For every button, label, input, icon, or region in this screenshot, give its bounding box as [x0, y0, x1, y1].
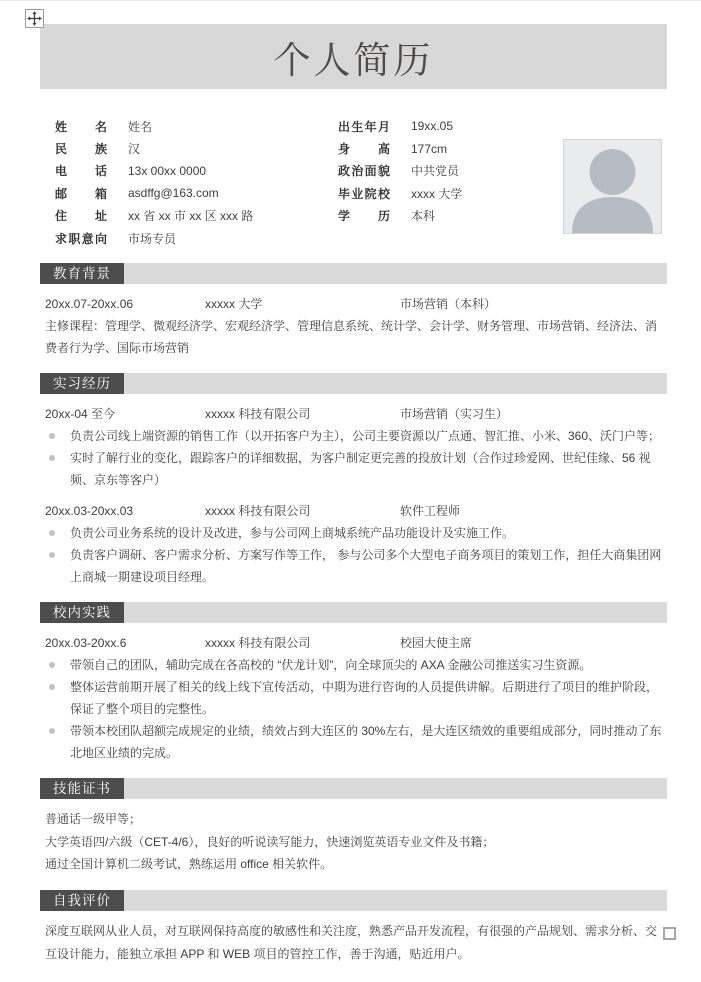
info-column-right [338, 115, 528, 249]
info-label: 身高 [338, 142, 390, 157]
info-label: 出生年月 [338, 119, 390, 134]
education-org: xxxxx 大学 [205, 297, 263, 312]
bullet-item: 负责公司线上端资源的销售工作（以开拓客户为主），公司主要资源以广点通、智汇推、小米、360、沃门户等； [40, 425, 667, 447]
internship-period: 20xx-04 至今 [45, 407, 116, 422]
info-row-address [55, 205, 338, 227]
bullet-item: 实时了解行业的变化，跟踪客户的详细数据，为客户制定更完善的投放计划（合作过珍爱网、世纪佳缘、56 视频、京东等客户） [40, 447, 667, 491]
info-row-degree [338, 205, 528, 227]
photo-placeholder [563, 139, 662, 234]
internship-bullets-2 [40, 522, 667, 588]
section-bar-internship [40, 373, 667, 394]
info-row-political-status [338, 160, 528, 182]
info-row-phone [55, 160, 338, 182]
title-banner [40, 24, 667, 89]
internship-period: 20xx.03-20xx.03 [45, 504, 134, 519]
info-label: 姓名 [55, 119, 107, 134]
page-title: 个人简历 [273, 39, 434, 81]
table-move-handle[interactable] [25, 9, 44, 28]
info-value: 中共党员 [411, 164, 460, 179]
education-courses: 主修课程：管理学、微观经济学、宏观经济学、管理信息系统、统计学、会计学、财务管理、市场营销、经济法、消费者行为学、国际市场营销 [45, 319, 658, 356]
bullet-item: 带领自己的团队，辅助完成在各高校的 “伏龙计划”，向全球顶尖的 AXA 金融公司推送实习生资源。 [40, 654, 667, 676]
section-header-education: 教育背景 [40, 263, 124, 284]
section-header-internship: 实习经历 [40, 373, 124, 394]
resume-content [40, 24, 667, 966]
info-value: 汉 [128, 142, 141, 157]
self-evaluation-text: 深度互联网从业人员，对互联网保持高度的敏感性和关注度，熟悉产品开发流程，有很强的产品规划、需求分析、交互设计能力，能独立承担 APP 和 WEB 项目的管控工作，善于沟通，贴近用户。 [45, 923, 658, 961]
bullet-item: 负责公司业务系统的设计及改进，参与公司网上商城系统产品功能设计及实施工作。 [40, 522, 667, 544]
bullet-item: 整体运营前期开展了相关的线上线下宣传活动，中期为进行咨询的人员提供讲解。后期进行了项目的维护阶段，保证了整个项目的完整性。 [40, 676, 667, 720]
info-label: 电话 [55, 164, 107, 179]
internship-bullets-1 [40, 425, 667, 491]
internship-role: 市场营销（实习生） [400, 407, 509, 422]
internship-entry-row-2 [40, 500, 667, 522]
campus-role: 校园大使主席 [400, 636, 473, 651]
internship-org: xxxxx 科技有限公司 [205, 407, 311, 422]
info-value: xx 省 xx 市 xx 区 xxx 路 [128, 209, 254, 224]
info-value: xxxx 大学 [411, 186, 463, 201]
info-row-objective [55, 227, 338, 249]
info-label: 政治面貌 [338, 164, 390, 179]
internship-entry-row-1 [40, 403, 667, 425]
section-bar-education [40, 263, 667, 284]
info-label: 学历 [338, 209, 390, 224]
info-value: 市场专员 [128, 231, 177, 246]
skill-line: 普通话一级甲等； [45, 812, 142, 827]
campus-period: 20xx.03-20xx.6 [45, 636, 127, 651]
info-row-school [338, 182, 528, 204]
campus-bullets [40, 654, 667, 764]
info-label: 住址 [55, 209, 107, 224]
education-role: 市场营销（本科） [400, 297, 497, 312]
move-cross-icon [27, 11, 42, 26]
info-row-height [338, 137, 528, 159]
info-value: 13x 00xx 0000 [128, 163, 207, 178]
personal-info-section [40, 115, 667, 249]
internship-role: 软件工程师 [400, 504, 461, 519]
bullet-item: 负责客户调研、客户需求分析、方案写作等工作， 参与公司多个大型电子商务项目的策划工作，担任大商集团网上商城一期建设项目经理。 [40, 544, 667, 588]
info-value: asdffg@163.com [128, 186, 219, 201]
skill-line: 通过全国计算机二级考试，熟练运用 office 相关软件。 [45, 857, 333, 872]
info-row-ethnicity [55, 137, 338, 159]
section-header-campus: 校内实践 [40, 602, 124, 623]
skill-line: 大学英语四/六级（CET-4/6），良好的听说读写能力，快速浏览英语专业文件及书籍； [45, 834, 495, 849]
info-row-birthdate [338, 115, 528, 137]
education-period: 20xx.07-20xx.06 [45, 297, 134, 312]
info-value: 本科 [411, 209, 436, 224]
campus-org: xxxxx 科技有限公司 [205, 636, 311, 651]
internship-org: xxxxx 科技有限公司 [205, 504, 311, 519]
table-resize-handle[interactable] [663, 927, 676, 940]
info-value: 19xx.05 [411, 119, 454, 134]
info-row-email [55, 182, 338, 204]
bullet-item: 带领本校团队超额完成规定的业绩，绩效占到大连区的 30%左右，是大连区绩效的重要组成部分，同时推动了东北地区业绩的完成。 [40, 720, 667, 764]
section-bar-evaluation [40, 890, 667, 911]
section-bar-skills [40, 778, 667, 799]
section-header-evaluation: 自我评价 [40, 890, 124, 911]
person-silhouette-icon [564, 140, 661, 233]
campus-entry-row [40, 632, 667, 654]
info-label: 毕业院校 [338, 186, 390, 201]
education-entry-row [40, 293, 667, 315]
info-label: 求职意向 [55, 231, 107, 246]
info-column-left [55, 115, 338, 249]
info-value: 姓名 [128, 119, 153, 134]
section-header-skills: 技能证书 [40, 778, 124, 799]
info-value: 177cm [411, 141, 448, 156]
info-row-name [55, 115, 338, 137]
info-label: 邮箱 [55, 186, 107, 201]
info-label: 民族 [55, 142, 107, 157]
section-bar-campus [40, 602, 667, 623]
